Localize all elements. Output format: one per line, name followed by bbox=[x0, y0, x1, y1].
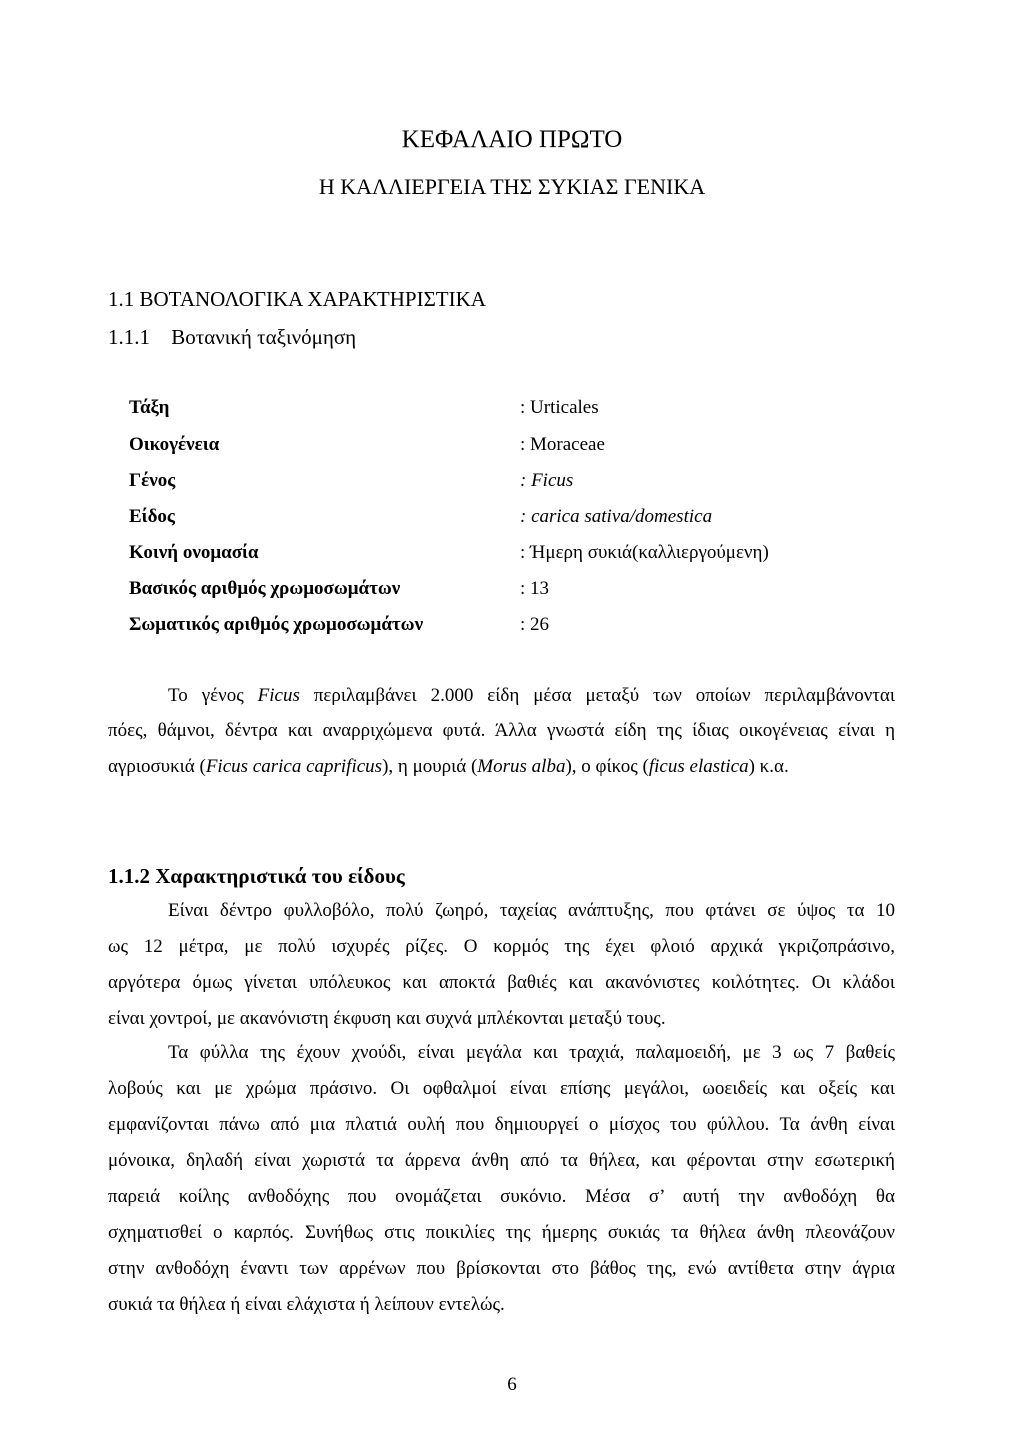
section-1-1-1-heading bbox=[108, 325, 356, 350]
paragraph-line: εμφανίζονται πάνω από μια πλατιά ουλή που δημιουργεί ο μίσχος του φύλλου. Τα άνθη είναι bbox=[108, 1114, 895, 1135]
paragraph-line: πόες, θάμνοι, δέντρα και αναρριχώμενα φυτά. Άλλα γνωστά είδη της ίδιας οικογένειας είναι η bbox=[108, 720, 895, 741]
taxonomy-value: : Ήμερη συκιά(καλλιεργούμενη) bbox=[520, 542, 769, 563]
section-title: Χαρακτηριστικά του είδους bbox=[155, 864, 405, 888]
taxonomy-label: Οικογένεια bbox=[129, 434, 220, 455]
paragraph-line: αργότερα όμως γίνεται υπόλευκος και αποκτά βαθιές και ακανόνιστες κοιλότητες. Οι κλάδοι bbox=[108, 972, 895, 993]
section-number: 1.1.2 bbox=[108, 864, 150, 888]
paragraph-line: Είναι δέντρο φυλλοβόλο, πολύ ζωηρό, ταχείας ανάπτυξης, που φτάνει σε ύψος τα 10 bbox=[168, 900, 895, 921]
paragraph-line: ως 12 μέτρα, με πολύ ισχυρές ρίζες. Ο κορμός της έχει φλοιό αρχικά γκριζοπράσινο, bbox=[108, 936, 895, 957]
section-number: 1.1.1 bbox=[108, 325, 150, 349]
chapter-subtitle: Η ΚΑΛΛΙΕΡΓΕΙΑ ΤΗΣ ΣΥΚΙΑΣ ΓΕΝΙΚΑ bbox=[318, 174, 706, 199]
taxonomy-label: Σωματικός αριθμός χρωμοσωμάτων bbox=[129, 614, 424, 635]
taxonomy-value: : Ficus bbox=[520, 470, 574, 491]
paragraph-line: λοβούς και με χρώμα πράσινο. Οι οφθαλμοί είναι επίσης μεγάλοι, ωοειδείς και οξείς και bbox=[108, 1078, 895, 1099]
taxonomy-value: : Moraceae bbox=[520, 434, 605, 455]
section-title: Βοτανική ταξινόμηση bbox=[171, 325, 357, 349]
section-title: ΒΟΤΑΝΟΛΟΓΙΚΑ ΧΑΡΑΚΤΗΡΙΣΤΙΚΑ bbox=[139, 287, 486, 311]
page-number: 6 bbox=[507, 1374, 517, 1395]
paragraph-line: στην ανθοδόχη έναντι των αρρένων που βρίσκονται στο βάθος της, ενώ αντίθετα στην άγρια bbox=[108, 1258, 895, 1279]
paragraph-line: συκιά τα θήλεα ή είναι ελάχιστα ή λείπουν εντελώς. bbox=[108, 1294, 505, 1315]
taxonomy-value: : 13 bbox=[520, 578, 550, 599]
section-1-1-2-heading bbox=[108, 864, 405, 889]
section-number: 1.1 bbox=[108, 287, 135, 311]
paragraph-line: αγριοσυκιά (Ficus carica caprificus), η μουριά (Morus alba), ο φίκος (ficus elastica) κ.α. bbox=[108, 756, 789, 777]
taxonomy-label: Βασικός αριθμός χρωμοσωμάτων bbox=[129, 578, 401, 599]
paragraph-line: Τα φύλλα της έχουν χνούδι, είναι μεγάλα και τραχιά, παλαμοειδή, με 3 ως 7 βαθείς bbox=[168, 1042, 895, 1063]
taxonomy-value: : carica sativa/domestica bbox=[520, 506, 713, 527]
taxonomy-label: Γένος bbox=[129, 470, 176, 491]
taxonomy-label: Είδος bbox=[129, 506, 175, 527]
paragraph-line: παρειά κοίλης ανθοδόχης που ονομάζεται συκόνιο. Μέσα σ’ αυτή την ανθοδόχη θα bbox=[108, 1186, 895, 1207]
paragraph-line: μόνοικα, δηλαδή είναι χωριστά τα άρρενα άνθη από τα θήλεα, και φέρονται στην εσωτερική bbox=[108, 1150, 895, 1171]
paragraph-line: Το γένος Ficus περιλαμβάνει 2.000 είδη μέσα μεταξύ των οποίων περιλαμβάνονται bbox=[168, 685, 895, 706]
taxonomy-value: : Urticales bbox=[520, 397, 599, 418]
paragraph-line: είναι χοντροί, με ακανόνιστη έκφυση και συχνά μπλέκονται μεταξύ τους. bbox=[108, 1008, 666, 1029]
taxonomy-value: : 26 bbox=[520, 614, 550, 635]
section-1-1-heading bbox=[108, 287, 486, 312]
chapter-title: ΚΕΦΑΛΑΙΟ ΠΡΩΤΟ bbox=[401, 126, 623, 153]
paragraph-line: σχηματισθεί ο καρπός. Συνήθως στις ποικιλίες της ήμερης συκιάς τα θήλεα άνθη πλεονάζουν bbox=[108, 1222, 895, 1243]
taxonomy-label: Κοινή ονομασία bbox=[129, 542, 259, 563]
taxonomy-label: Τάξη bbox=[129, 397, 170, 418]
